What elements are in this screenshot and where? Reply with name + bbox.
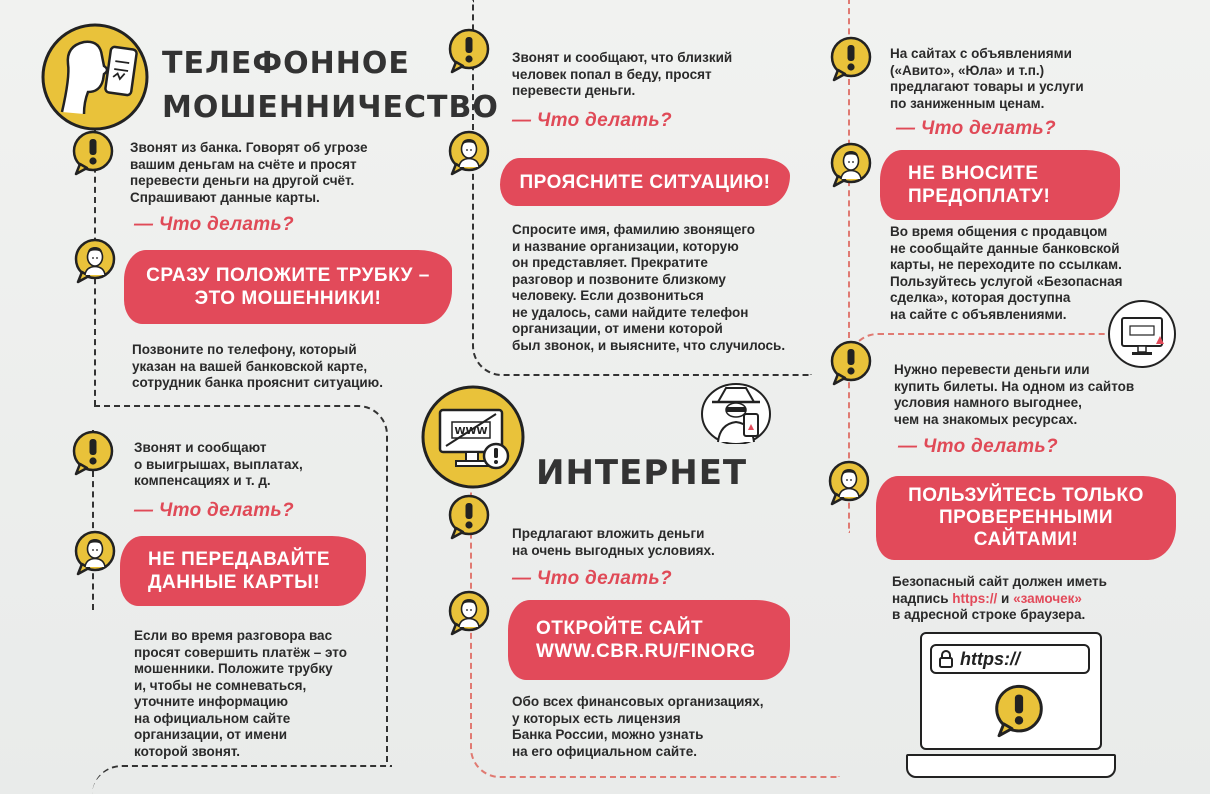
man-avatar-icon xyxy=(826,460,872,506)
text-line: предлагают товары и услуги xyxy=(890,79,1084,94)
text-line: Спросите имя, фамилию звонящего xyxy=(512,222,756,237)
computer-www-icon xyxy=(420,384,526,490)
www-label: WWW xyxy=(454,426,488,437)
internet-case1-advice xyxy=(512,694,764,760)
internet-case2-advice xyxy=(890,224,1123,323)
phone-case3-banner: ПРОЯСНИТЕ СИТУАЦИЮ! xyxy=(500,158,790,206)
text-line: Нужно перевести деньги или xyxy=(894,362,1090,377)
exclamation-bubble-icon xyxy=(446,494,492,540)
text-line: Если во время разговора вас xyxy=(134,628,333,643)
exclamation-bubble-icon xyxy=(446,28,492,74)
internet-case3-advice xyxy=(892,574,1107,624)
text-line: человек попал в беду, просят xyxy=(512,66,712,82)
phone-case3-text xyxy=(512,50,732,100)
exclamation-bubble-icon xyxy=(828,36,874,82)
banner-line: СРАЗУ ПОЛОЖИТЕ ТРУБКУ – xyxy=(146,265,430,286)
text-line: перевести деньги на другой счёт. xyxy=(130,173,355,188)
text-line: не сообщайте данные банковской xyxy=(890,240,1120,256)
text-line: На сайтах с объявлениями xyxy=(890,46,1072,61)
internet-case2-banner xyxy=(880,150,1120,220)
text-line: Позвоните по телефону, который xyxy=(132,342,357,357)
what-to-do-heading: — Что делать? xyxy=(134,500,294,521)
what-to-do-heading: — Что делать? xyxy=(512,568,672,589)
text-line: которой звонят. xyxy=(134,743,240,759)
text-line: Во время общения с продавцом xyxy=(890,224,1108,239)
text-line: сделка», которая доступна xyxy=(890,290,1071,305)
text-line: вашим деньгам на счёте и просят xyxy=(130,156,357,172)
banner-line: ПРЕДОПЛАТУ! xyxy=(908,186,1051,207)
internet-case1-text xyxy=(512,526,715,559)
browser-address-bar xyxy=(930,644,1090,674)
computer-www-icon xyxy=(1106,298,1178,370)
man-avatar-icon xyxy=(828,142,874,188)
lock-icon xyxy=(938,650,954,668)
text-line: организации, от имени которой xyxy=(512,321,723,336)
exclamation-bubble-icon xyxy=(70,130,116,176)
text-line: был звонок, и выясните, что случилось. xyxy=(512,337,786,353)
text-line: организации, от имени xyxy=(134,727,288,742)
text-line: купить билеты. На одном из сайтов xyxy=(894,378,1135,394)
text-line: на его официальном сайте. xyxy=(512,743,698,759)
banner-line: НЕ ПЕРЕДАВАЙТЕ xyxy=(148,549,331,570)
text-line: Звонят из банка. Говорят об угрозе xyxy=(130,140,368,155)
phone-case2-banner xyxy=(120,536,366,606)
laptop-icon xyxy=(920,632,1102,750)
https-highlight: https:// xyxy=(952,590,998,606)
text-line: у которых есть лицензия xyxy=(512,710,681,726)
text-span: надпись xyxy=(892,590,953,606)
what-to-do-heading: — Что делать? xyxy=(896,118,1056,139)
text-line: он представляет. Прекратите xyxy=(512,255,708,270)
internet-case2-text xyxy=(890,46,1084,112)
man-avatar-icon xyxy=(446,130,492,176)
phone-case2-text xyxy=(134,440,303,490)
text-line: по заниженным ценам. xyxy=(890,95,1045,111)
phone-case1-banner xyxy=(124,250,452,324)
exclamation-bubble-icon xyxy=(828,340,874,386)
text-line: уточните информацию xyxy=(134,694,289,709)
text-line: и название организации, которую xyxy=(512,238,739,254)
text-line: разговор и позвоните близкому xyxy=(512,271,726,287)
what-to-do-heading: — Что делать? xyxy=(898,436,1058,457)
text-line: и, чтобы не сомневаться, xyxy=(134,677,307,693)
banner-line: WWW.CBR.RU/FINORG xyxy=(536,641,756,662)
phone-title-line2: МОШЕННИЧЕСТВО xyxy=(162,90,499,125)
man-avatar-icon xyxy=(446,590,492,636)
exclamation-bubble-icon xyxy=(70,430,116,476)
text-line: человеку. Если дозвониться xyxy=(512,288,704,303)
banner-line: ПОЛЬЗУЙТЕСЬ ТОЛЬКО xyxy=(908,485,1144,506)
text-line: о выигрышах, выплатах, xyxy=(134,456,303,472)
phone-scam-icon xyxy=(40,22,150,132)
text-line: Безопасный сайт должен иметь xyxy=(892,574,1107,589)
phone-case1-text xyxy=(130,140,367,206)
banner-line: ОТКРОЙТЕ САЙТ xyxy=(536,618,704,639)
text-line: на очень выгодных условиях. xyxy=(512,542,715,558)
phone-title-line1: ТЕЛЕФОННОЕ xyxy=(162,46,410,81)
text-line: в адресной строке браузера. xyxy=(892,607,1086,622)
banner-line: ДАННЫЕ КАРТЫ! xyxy=(148,572,321,593)
text-line: Звонят и сообщают xyxy=(134,440,267,455)
text-line: Спрашивают данные карты. xyxy=(130,189,320,205)
banner-line: САЙТАМИ! xyxy=(973,529,1079,550)
internet-case3-text xyxy=(894,362,1134,428)
internet-title: ИНТЕРНЕТ xyxy=(536,453,748,493)
text-line: не удалось, сами найдите телефон xyxy=(512,304,749,320)
text-line: перевести деньги. xyxy=(512,83,636,98)
lock-highlight: «замочек» xyxy=(1013,590,1082,606)
phone-case3-advice xyxy=(512,222,785,354)
text-line: условия намного выгоднее, xyxy=(894,395,1082,410)
what-to-do-heading: — Что делать? xyxy=(134,214,294,235)
text-line: Предлагают вложить деньги xyxy=(512,526,705,541)
text-line: на официальном сайте xyxy=(134,710,291,726)
internet-case1-banner xyxy=(508,600,790,680)
banner-line: НЕ ВНОСИТЕ xyxy=(908,163,1039,184)
exclamation-bubble-icon xyxy=(992,684,1046,738)
text-line: чем на знакомых ресурсах. xyxy=(894,411,1078,427)
text-line: Обо всех финансовых организациях, xyxy=(512,694,764,709)
hacker-icon xyxy=(700,380,772,444)
phone-case2-advice xyxy=(134,628,347,760)
text-line: Банка России, можно узнать xyxy=(512,727,704,742)
text-line: на сайте с объявлениями. xyxy=(890,306,1067,322)
banner-line: ПРОВЕРЕННЫМИ xyxy=(938,507,1114,528)
man-avatar-icon xyxy=(72,238,118,284)
what-to-do-heading: — Что делать? xyxy=(512,110,672,131)
text-line: карты, не переходите по ссылкам. xyxy=(890,257,1122,272)
text-line: просят совершить платёж – это xyxy=(134,644,347,660)
text-line: («Авито», «Юла» и т.п.) xyxy=(890,62,1045,78)
text-line: сотрудник банка прояснит ситуацию. xyxy=(132,375,383,390)
phone-case1-advice xyxy=(132,342,383,392)
text-line xyxy=(892,591,1107,608)
browser-url-text: https:// xyxy=(960,648,1020,669)
text-line: Пользуйтесь услугой «Безопасная xyxy=(890,273,1123,289)
internet-case3-banner xyxy=(876,476,1176,560)
man-avatar-icon xyxy=(72,530,118,576)
text-span: и xyxy=(997,590,1014,606)
laptop-base xyxy=(906,754,1116,778)
text-line: указан на вашей банковской карте, xyxy=(132,358,368,374)
text-line: мошенники. Положите трубку xyxy=(134,661,333,676)
dashed-line xyxy=(92,765,392,794)
banner-line: ЭТО МОШЕННИКИ! xyxy=(194,288,382,309)
text-line: компенсациях и т. д. xyxy=(134,473,271,488)
text-line: Звонят и сообщают, что близкий xyxy=(512,50,733,65)
